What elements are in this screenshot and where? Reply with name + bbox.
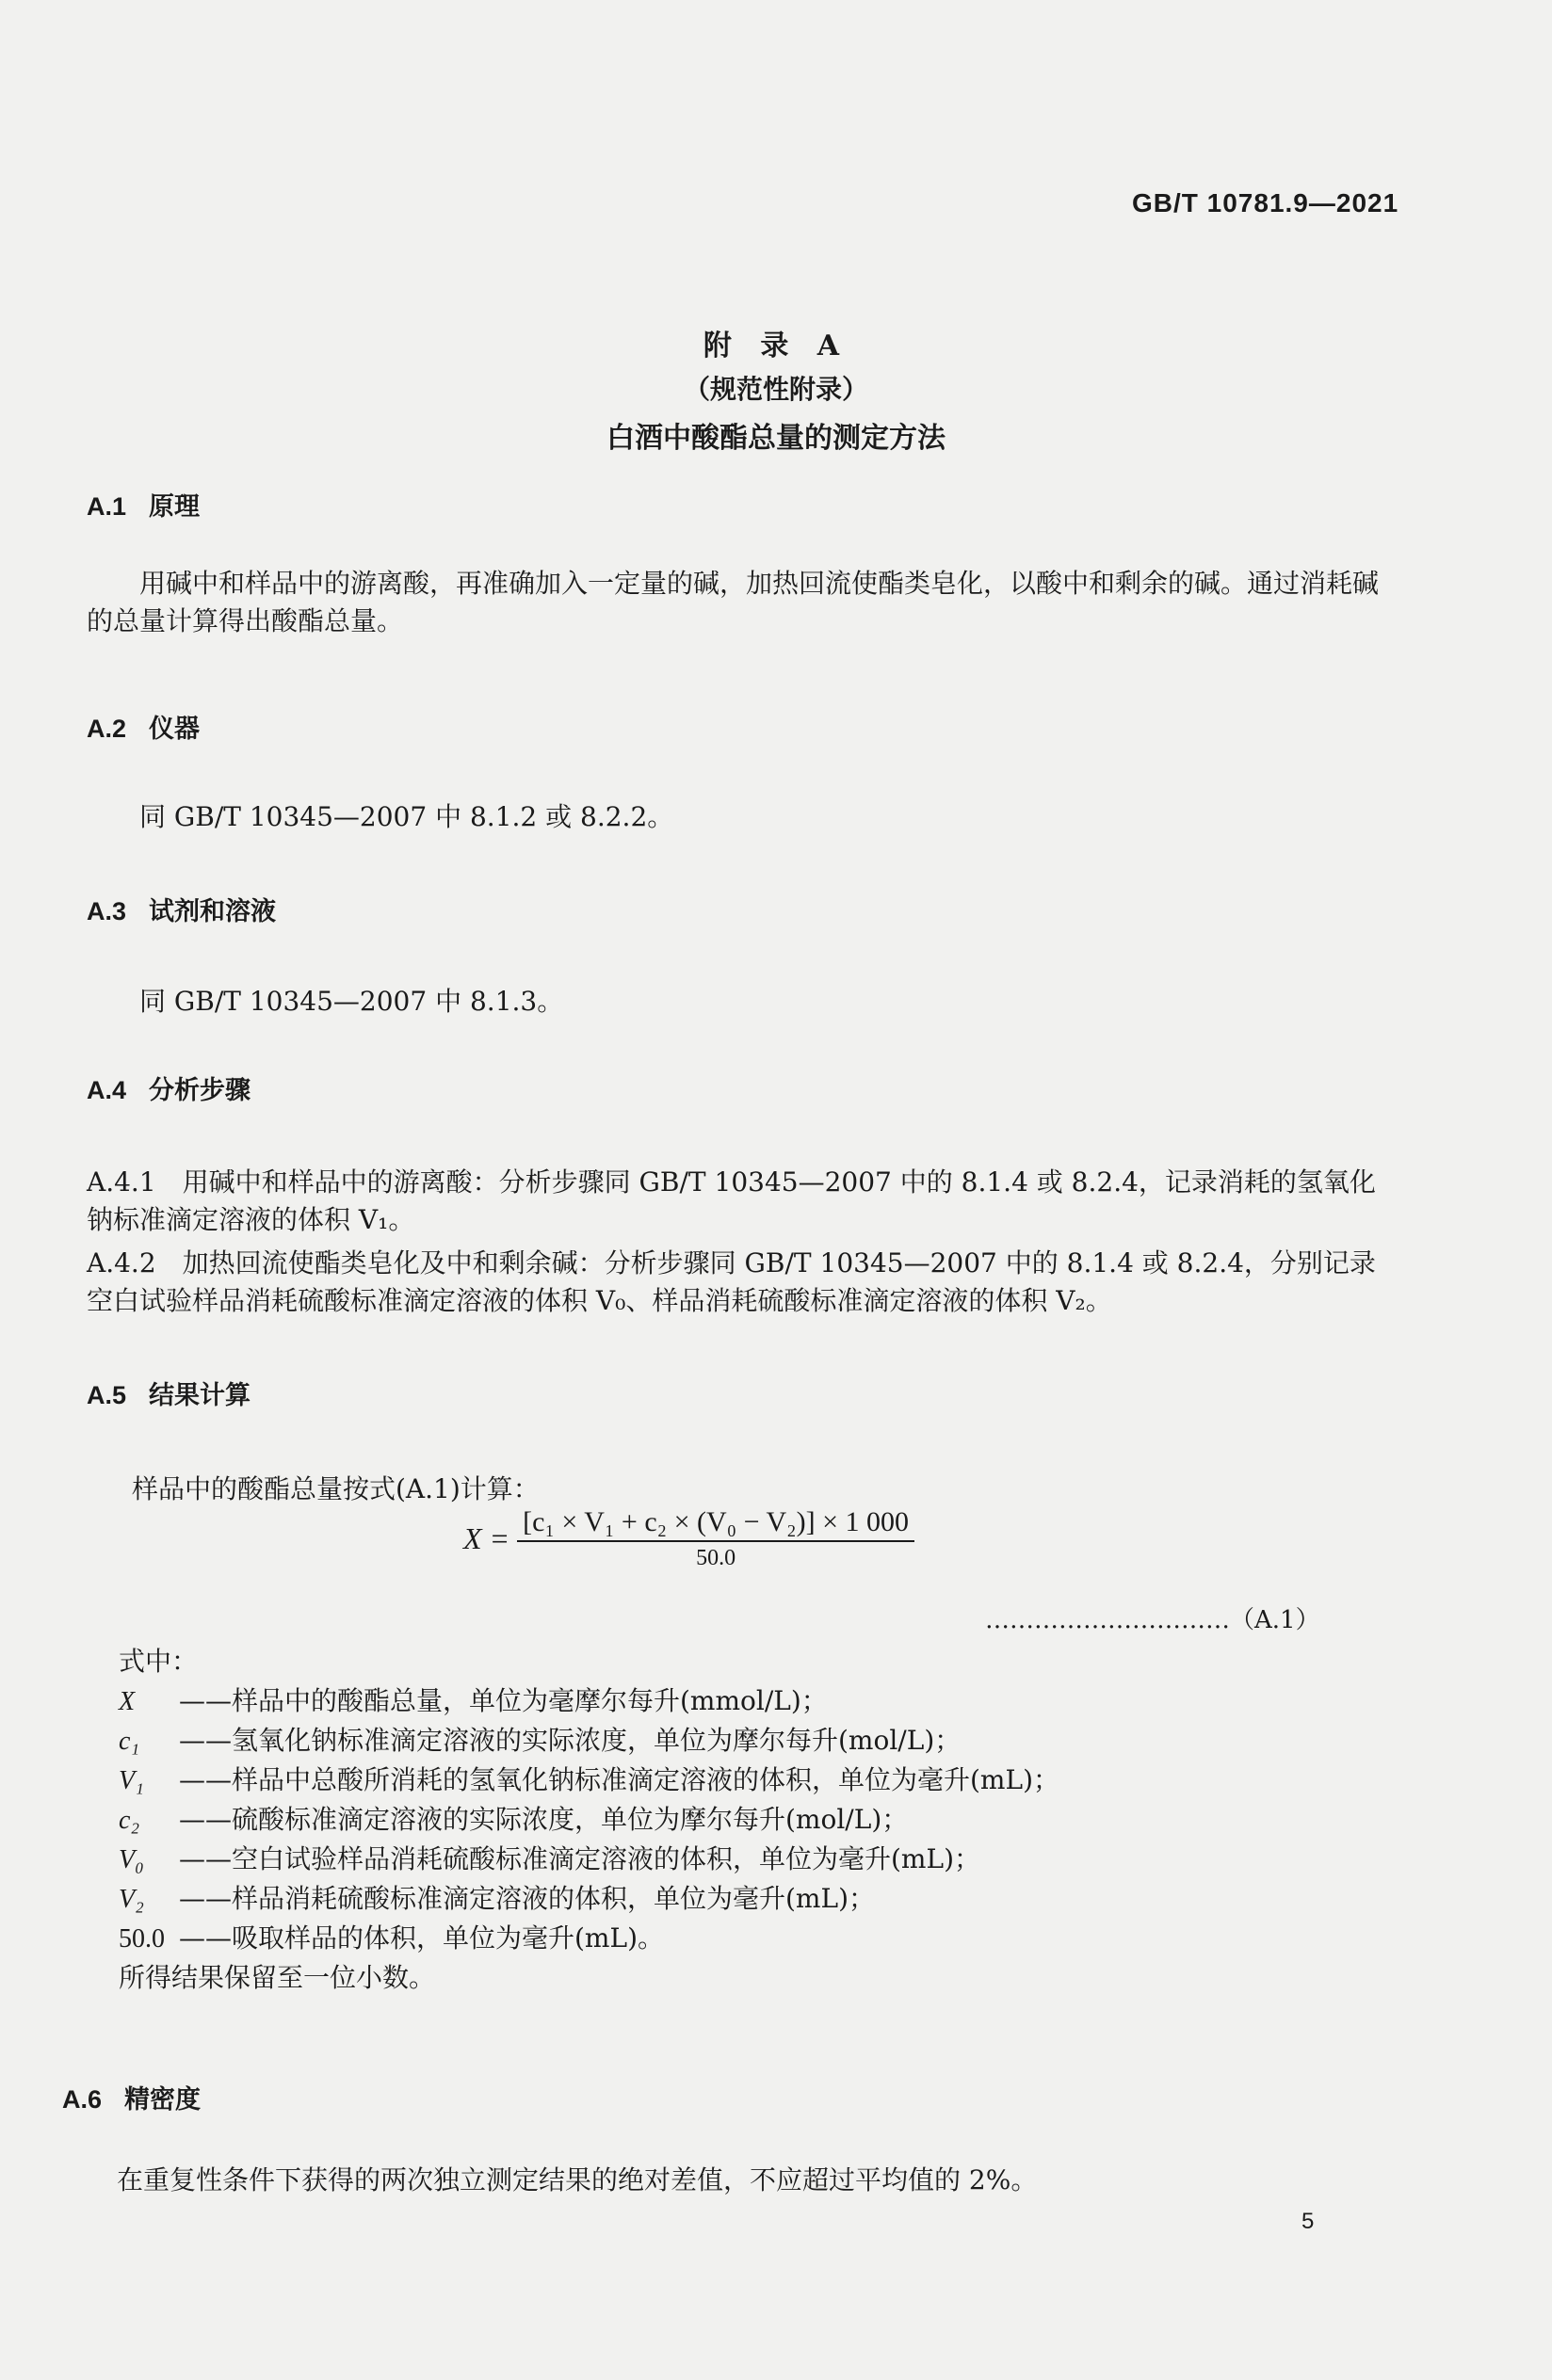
formula-lhs: X = — [463, 1521, 510, 1555]
variable-symbol: c₁ — [119, 1727, 140, 1756]
section-title: 精密度 — [124, 2085, 202, 2115]
section-text-a6: 在重复性条件下获得的两次独立测定结果的绝对差值，不应超过平均值的 2%。 — [117, 2164, 1038, 2195]
variable-description: ——氢氧化钠标准滴定溶液的实际浓度，单位为摩尔每升(mol/L)； — [179, 1725, 962, 1756]
standard-code: GB/T 10781.9—2021 — [1132, 188, 1399, 217]
variable-description: ——空白试验样品消耗硫酸标准滴定溶液的体积，单位为毫升(mL)； — [179, 1843, 980, 1874]
section-number: A.6 — [62, 2085, 103, 2114]
variable-description: ——吸取样品的体积，单位为毫升(mL)。 — [179, 1922, 664, 1954]
variable-description: ——样品中总酸所消耗的氢氧化钠标准滴定溶液的体积，单位为毫升(mL)； — [179, 1764, 1059, 1795]
formula-numerator: [c₁ × V₁ + c₂ × (V₀ − V₂)] × 1 000 — [517, 1506, 914, 1542]
appendix-title: 白酒中酸酯总量的测定方法 — [606, 422, 946, 455]
section-number: A.3 — [87, 897, 127, 925]
subsection-a4-1: A.4.1 用碱中和样品中的游离酸：分析步骤同 GB/T 10345—2007 中的 8.1.4 或 8.2.4，记录消耗的氢氧化钠标准滴定溶液的体积 V₁。 — [87, 1166, 1376, 1235]
appendix-label: 附 录 A — [703, 330, 849, 362]
section-heading-a6 — [62, 2079, 201, 2115]
section-text-a1: 用碱中和样品中的游离酸，再准确加入一定量的碱，加热回流使酯类皂化，以酸中和剩余的碱。通过消耗碱的总量计算得出酸酯总量。 — [87, 568, 1380, 636]
variable-row — [119, 1879, 1059, 1919]
equation-reference: …………………………（A.1） — [985, 1606, 1320, 1634]
section-number: A.1 — [87, 492, 127, 521]
variable-row — [119, 1721, 1059, 1761]
page-number: 5 — [1301, 2209, 1315, 2234]
formula-intro: 样品中的酸酯总量按式(A.1)计算： — [132, 1473, 540, 1504]
variable-list — [119, 1642, 1059, 1998]
section-heading-a1 — [87, 486, 200, 523]
section-title: 结果计算 — [149, 1381, 251, 1410]
section-title: 原理 — [149, 492, 201, 522]
formula-a1 — [463, 1506, 914, 1571]
variable-row — [119, 1681, 1059, 1721]
result-note: 所得结果保留至一位小数。 — [119, 1962, 436, 1993]
section-title: 分析步骤 — [149, 1076, 251, 1105]
appendix-type: （规范性附录） — [683, 374, 868, 405]
variable-row — [119, 1761, 1059, 1800]
section-heading-a3 — [87, 891, 276, 927]
subsection-a4-2: A.4.2 加热回流使酯类皂化及中和剩余碱：分析步骤同 GB/T 10345—2007 中的 8.1.4 或 8.2.4，分别记录空白试验样品消耗硫酸标准滴定溶液的体积 V₀、样品消耗硫酸标准滴定溶液的体积 V₂。 — [87, 1247, 1376, 1316]
variable-row — [119, 1840, 1059, 1879]
section-heading-a4 — [87, 1069, 251, 1106]
section-heading-a5 — [87, 1375, 251, 1411]
variable-symbol: V₀ — [119, 1845, 144, 1874]
variable-symbol: V₂ — [119, 1885, 144, 1914]
variable-row — [119, 1919, 1059, 1958]
variable-symbol: X — [119, 1687, 136, 1716]
section-text-a3: 同 GB/T 10345—2007 中 8.1.3。 — [139, 986, 564, 1017]
variable-row — [119, 1800, 1059, 1840]
section-heading-a2 — [87, 708, 200, 745]
formula-fraction — [517, 1506, 914, 1571]
variable-symbol: V₁ — [119, 1766, 144, 1795]
formula-denominator: 50.0 — [696, 1546, 736, 1570]
section-title: 试剂和溶液 — [149, 897, 277, 926]
section-number: A.4 — [87, 1076, 127, 1104]
section-text-a2: 同 GB/T 10345—2007 中 8.1.2 或 8.2.2。 — [139, 801, 674, 832]
where-label: 式中： — [119, 1646, 199, 1677]
variable-description: ——样品中的酸酯总量，单位为毫摩尔每升(mmol/L)； — [179, 1685, 828, 1716]
section-number: A.5 — [87, 1381, 127, 1409]
section-title: 仪器 — [149, 715, 201, 744]
variable-symbol: c₂ — [119, 1806, 140, 1835]
variable-description: ——硫酸标准滴定溶液的实际浓度，单位为摩尔每升(mol/L)； — [179, 1804, 909, 1835]
variable-symbol: 50.0 — [119, 1924, 165, 1954]
variable-description: ——样品消耗硫酸标准滴定溶液的体积，单位为毫升(mL)； — [179, 1883, 875, 1914]
section-number: A.2 — [87, 715, 127, 743]
